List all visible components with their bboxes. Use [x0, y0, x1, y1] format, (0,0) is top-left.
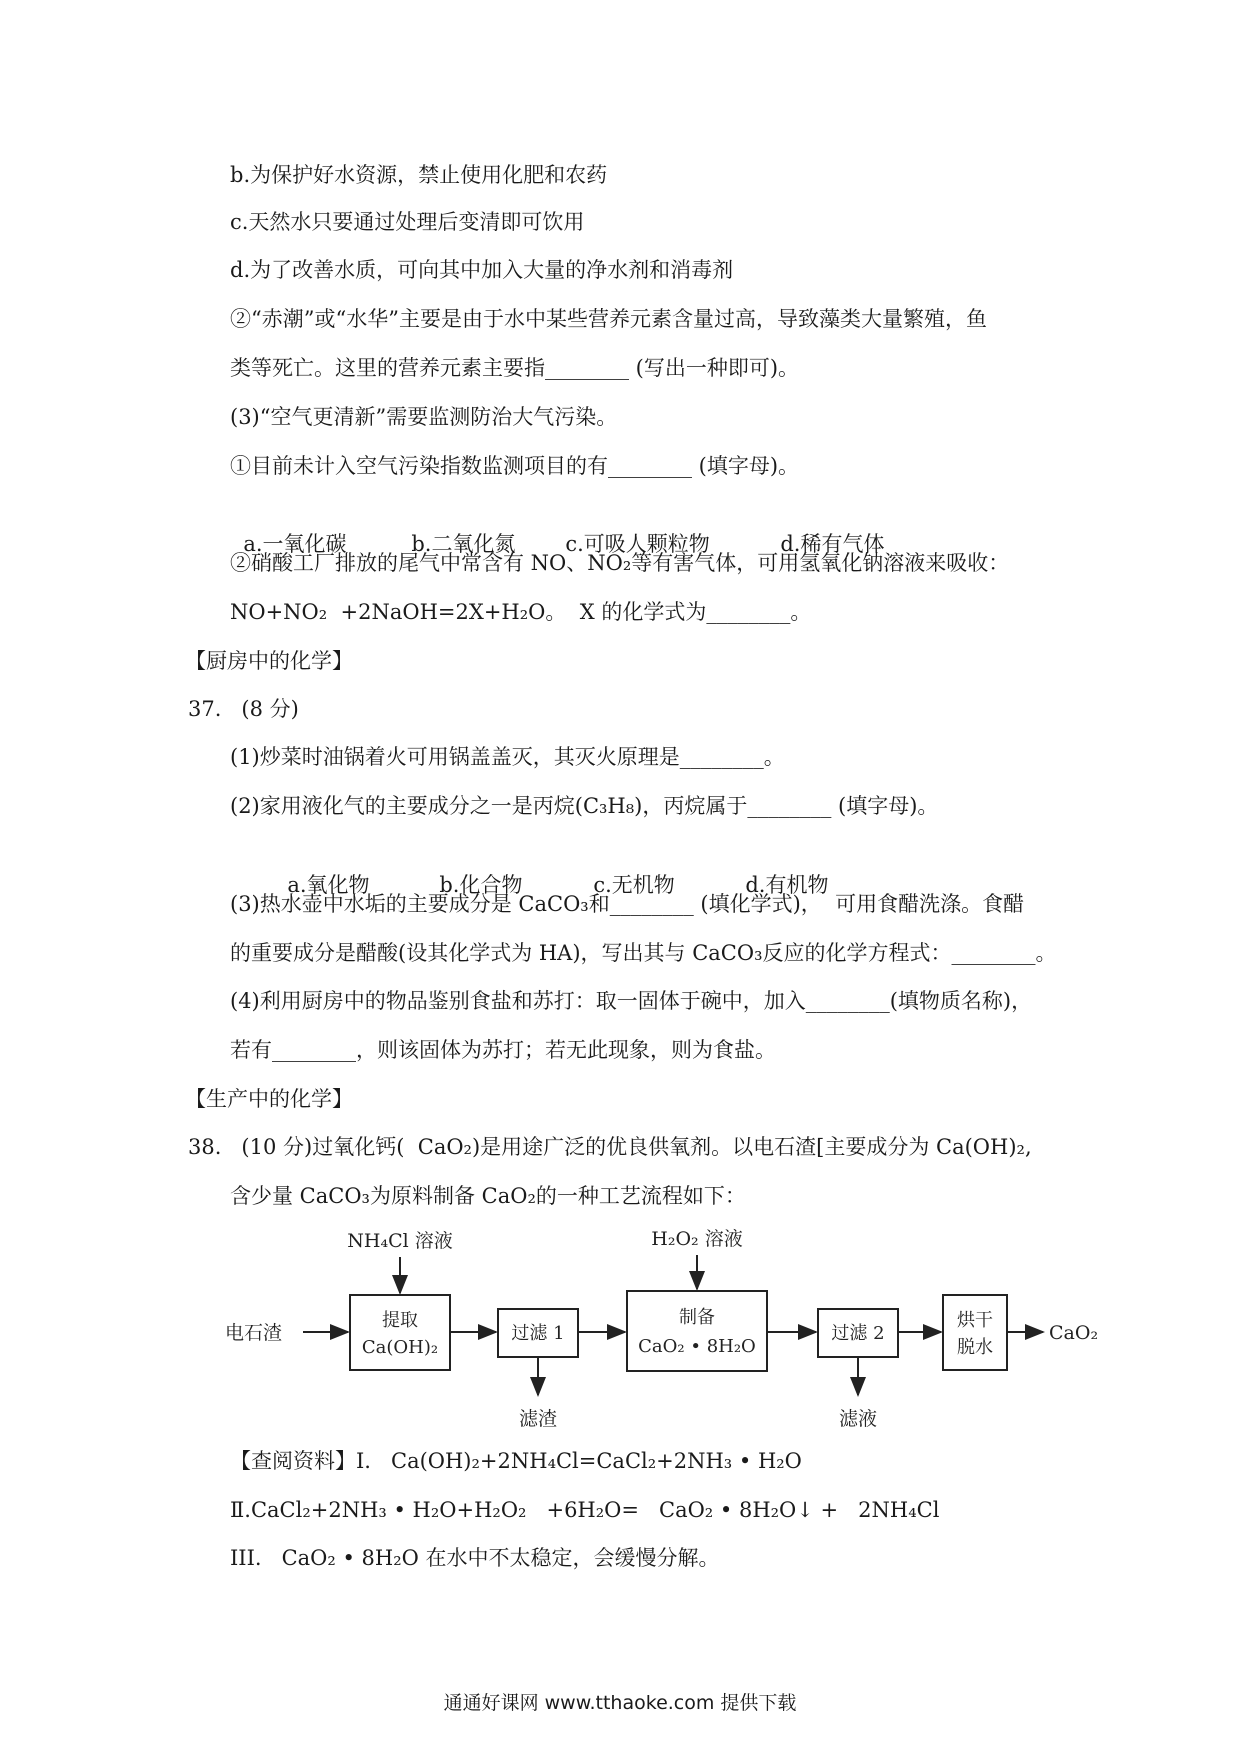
text-line: NO+NO₂ +2NaOH=2X+H₂O。 X 的化学式为________。	[230, 600, 812, 624]
flow-reagent-h2o2: H₂O₂ 溶液	[651, 1228, 743, 1250]
text-line: (1)炒菜时油锅着火可用锅盖盖灭，其灭火原理是________。	[230, 745, 785, 769]
option: a.氧化物	[287, 873, 370, 897]
option: c.可吸人颗粒物	[565, 532, 710, 556]
text-line: ②硝酸工厂排放的尾气中常含有 NO、NO₂等有害气体，可用氢氧化钠溶液来吸收：	[230, 551, 1010, 575]
flow-box-filter2-label: 过滤 2	[831, 1323, 885, 1344]
flow-box-dry	[943, 1295, 1007, 1370]
text-line: 含少量 CaCO₃为原料制备 CaO₂的一种工艺流程如下：	[230, 1184, 746, 1208]
text-line: 若有________，则该固体为苏打；若无此现象，则为食盐。	[230, 1038, 776, 1062]
flow-box-extract-formula: Ca(OH)₂	[361, 1337, 439, 1358]
option: a.一氧化碳	[243, 532, 347, 556]
flow-waste-residue: 滤渣	[518, 1408, 558, 1430]
text-line: d.为了改善水质，可向其中加入大量的净水剂和消毒剂	[230, 258, 734, 282]
question-number: 37. (8 分)	[188, 697, 299, 721]
option: d.稀有气体	[780, 532, 885, 556]
flow-box-filter1-label: 过滤 1	[511, 1323, 565, 1344]
text-line: ②“赤潮”或“水华”主要是由于水中某些营养元素含量过高，导致藻类大量繁殖，鱼	[230, 307, 987, 331]
text-line: (3)热水壶中水垢的主要成分是 CaCO₃和________ (填化学式)， 可用食醋洗涤。食醋	[230, 892, 1025, 916]
text-line: 的重要成分是醋酸(设其化学式为 HA)，写出其与 CaCO₃反应的化学方程式：________。	[230, 941, 1057, 965]
text-line: (4)利用厨房中的物品鉴别食盐和苏打：取一固体于碗中，加入________(填物质名称)，	[230, 989, 1033, 1013]
flow-output: CaO₂	[1049, 1322, 1099, 1344]
flow-box-extract	[350, 1295, 450, 1370]
option: b.二氧化氮	[411, 532, 516, 556]
text-line: c.天然水只要通过处理后变清即可饮用	[230, 210, 585, 234]
option: d.有机物	[745, 873, 829, 897]
text-line: 【查阅资料】I. Ca(OH)₂+2NH₄Cl=CaCl₂+2NH₃ • H₂O	[230, 1449, 802, 1473]
flow-box-prepare-formula: CaO₂ • 8H₂O	[638, 1336, 756, 1357]
flow-input: 电石渣	[225, 1322, 283, 1344]
section-heading: 【厨房中的化学】	[185, 649, 353, 673]
flow-waste-filtrate: 滤液	[838, 1408, 878, 1430]
text-line: 38. (10 分)过氧化钙( CaO₂)是用途广泛的优良供氧剂。以电石渣[主要成分为 Ca(OH)₂,	[188, 1135, 1032, 1159]
flow-box-dry-label2: 脱水	[957, 1337, 993, 1358]
option: b.化合物	[439, 873, 523, 897]
text-line: Ⅱ.CaCl₂+2NH₃ • H₂O+H₂O₂ +6H₂O= CaO₂ • 8H₂O↓ + 2NH₄Cl	[230, 1498, 940, 1522]
flow-box-prepare-label: 制备	[679, 1307, 715, 1328]
text-line: III. CaO₂ • 8H₂O 在水中不太稳定，会缓慢分解。	[230, 1546, 720, 1570]
text-line: b.为保护好水资源，禁止使用化肥和农药	[230, 163, 608, 187]
text-line: (2)家用液化气的主要成分之一是丙烷(C₃H₈)，丙烷属于________ (填字母)。	[230, 794, 939, 818]
process-flow-diagram	[225, 1225, 1105, 1450]
flow-reagent-nh4cl: NH₄Cl 溶液	[347, 1230, 453, 1252]
section-heading: 【生产中的化学】	[185, 1087, 353, 1111]
text-line: ①目前未计入空气污染指数监测项目的有________ (填字母)。	[230, 454, 800, 478]
flow-box-prepare	[627, 1291, 767, 1371]
page-footer: 通通好课网 www.tthaoke.com 提供下载	[443, 1692, 797, 1714]
text-line: (3)“空气更清新”需要监测防治大气污染。	[230, 405, 618, 429]
text-line: 类等死亡。这里的营养元素主要指________ (写出一种即可)。	[230, 356, 800, 380]
option: c.无机物	[593, 873, 675, 897]
flow-box-extract-label: 提取	[382, 1310, 418, 1331]
flow-box-dry-label: 烘干	[957, 1310, 993, 1331]
